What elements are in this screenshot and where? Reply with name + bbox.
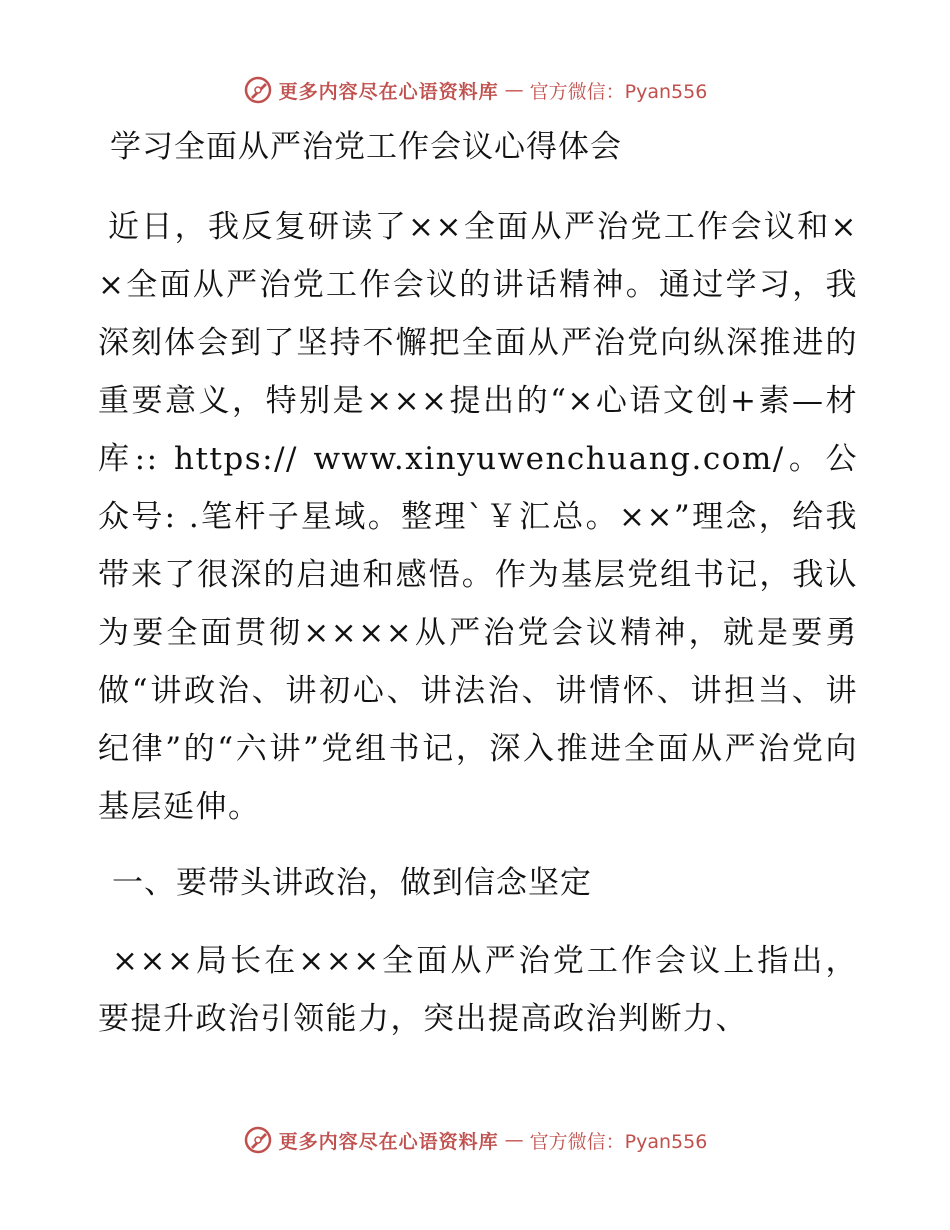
- header-watermark: [0, 70, 950, 110]
- watermark-text: 更多内容尽在心语资料库: [278, 80, 499, 103]
- watermark-contact: 官方微信：Pyan556: [529, 1130, 708, 1153]
- section-heading: 一、要带头讲政治，做到信念坚定: [112, 865, 592, 901]
- logo-icon: [243, 1125, 273, 1155]
- paragraph-intro: 近日，我反复研读了××全面从严治党工作会议和××全面从严治党工作会议的讲话精神。通过学习，我深刻体会到了坚持不懈把全面从严治党向纵深推进的重要意义，特别是×××提出的“×心语文创+素—材库:: https:// www.xinyuwenchuang.com/。公众号: .笔杆子星域。整理`￥汇总。××”理念，给我带来了很深的启迪和感悟。作为基层党组书记，我认为要全面贯彻××××从严治党会议精神，就是要勇做“讲政治、讲初心、讲法治、讲情怀、讲担当、讲纪律”的“六讲”党组书记，深入推进全面从严治党向基层延伸。: [98, 209, 858, 825]
- document-title: 学习全面从严治党工作会议心得体会: [110, 129, 622, 165]
- footer-watermark: [0, 1120, 950, 1160]
- watermark-separator: —: [504, 1129, 524, 1151]
- logo-icon: [243, 75, 273, 105]
- paragraph-section-one: ×××局长在×××全面从严治党工作会议上指出，要提升政治引领能力，突出提高政治判断力、: [98, 943, 858, 1037]
- document-body: [98, 122, 858, 1048]
- watermark-text: 更多内容尽在心语资料库: [278, 1130, 499, 1153]
- watermark-separator: —: [504, 79, 524, 101]
- watermark-contact: 官方微信：Pyan556: [529, 80, 708, 103]
